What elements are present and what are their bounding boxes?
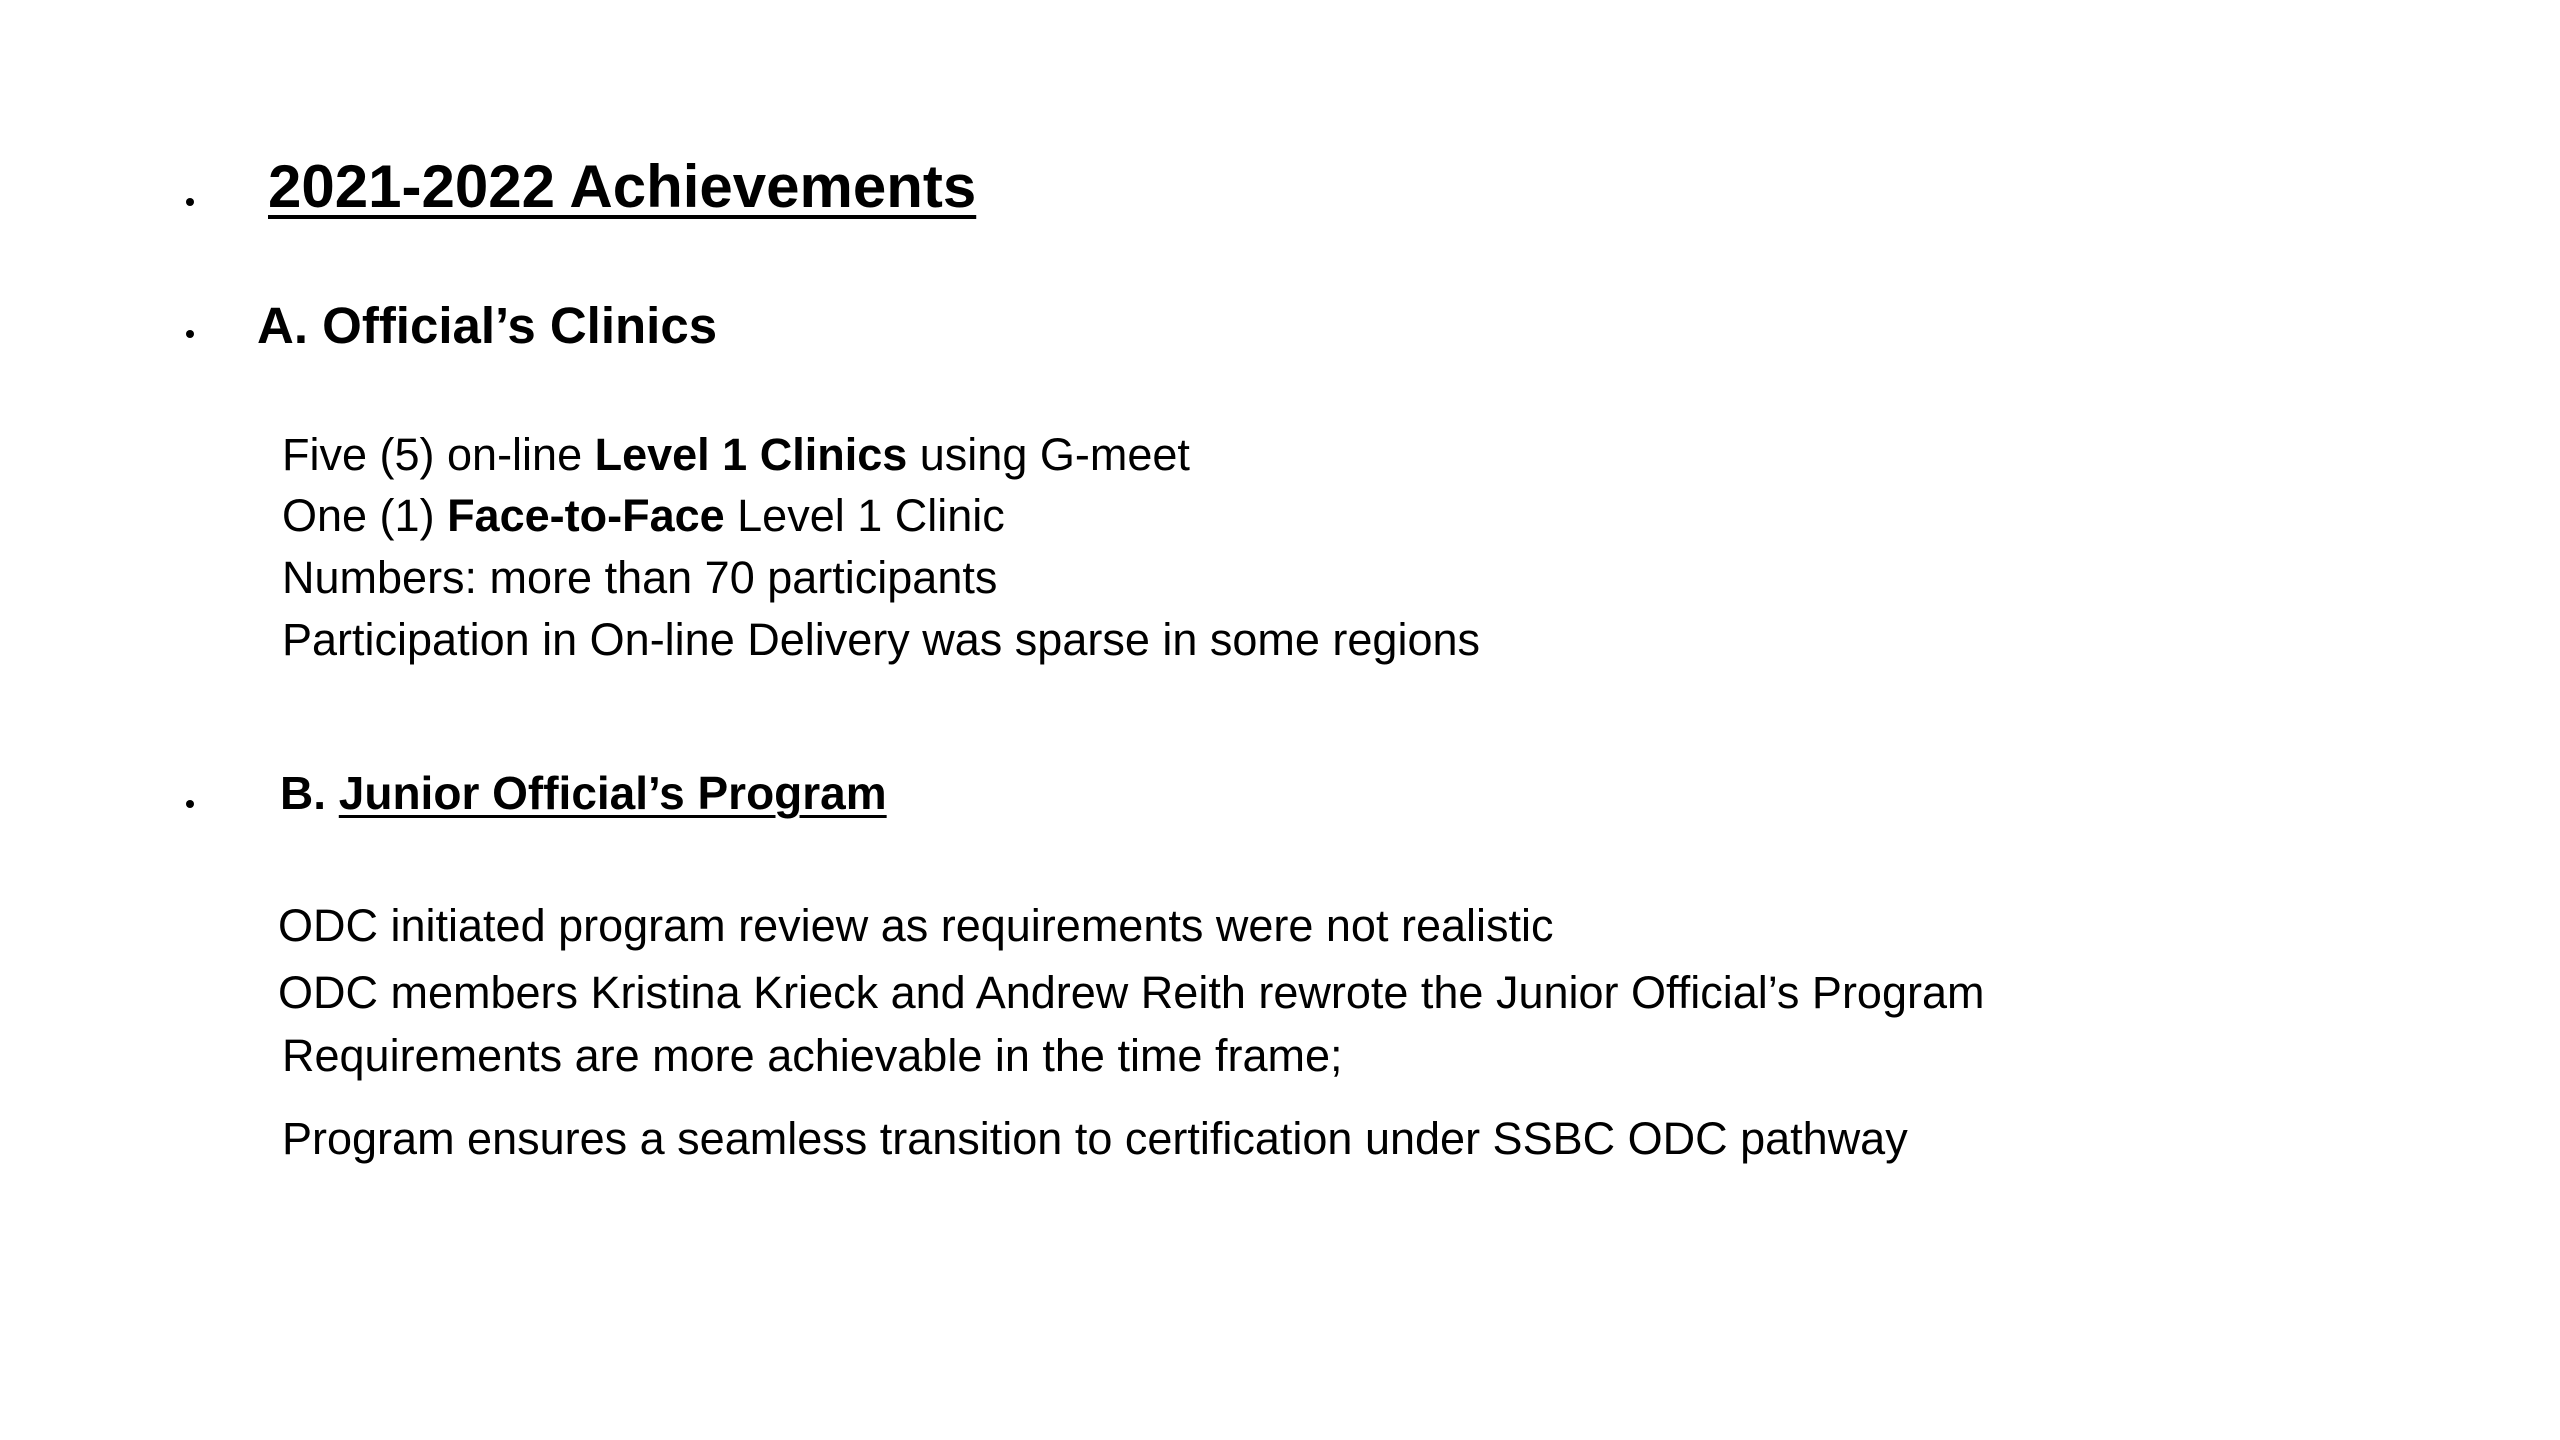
section-a-line-2-pre: One (1): [282, 490, 448, 541]
section-b-title: Junior Official’s Program: [338, 767, 887, 819]
section-a-line-4: Participation in On-line Delivery was sparse in some regions: [282, 614, 1481, 665]
section-a-line-1-bold: Level 1 Clinics: [594, 429, 908, 480]
section-b-line-1: ODC initiated program review as requirements were not realistic: [278, 900, 1554, 951]
section-b-prefix: B.: [280, 767, 339, 819]
bullet-section-a: [186, 330, 194, 338]
section-a-line-1-post: using G-meet: [907, 429, 1190, 480]
section-b-heading: [280, 767, 887, 819]
section-b-line-4: Program ensures a seamless transition to certification under SSBC ODC pathway: [282, 1113, 1908, 1164]
section-a-line-2-bold: Face-to-Face: [447, 490, 725, 541]
page-title: 2021-2022 Achievements: [268, 153, 977, 220]
section-a-heading: A. Official’s Clinics: [257, 297, 718, 354]
bullet-title: [186, 198, 194, 206]
bullet-section-b: [186, 800, 194, 808]
section-a-line-3: Numbers: more than 70 participants: [282, 552, 998, 603]
section-b-line-3: Requirements are more achievable in the time frame;: [282, 1030, 1343, 1081]
section-a-line-2: [282, 490, 1005, 541]
section-a-line-1-pre: Five (5) on-line: [282, 429, 595, 480]
section-a-line-1: [282, 429, 1190, 480]
section-b-line-2: ODC members Kristina Krieck and Andrew Reith rewrote the Junior Official’s Program: [278, 967, 1985, 1018]
section-a-line-2-post: Level 1 Clinic: [724, 490, 1005, 541]
